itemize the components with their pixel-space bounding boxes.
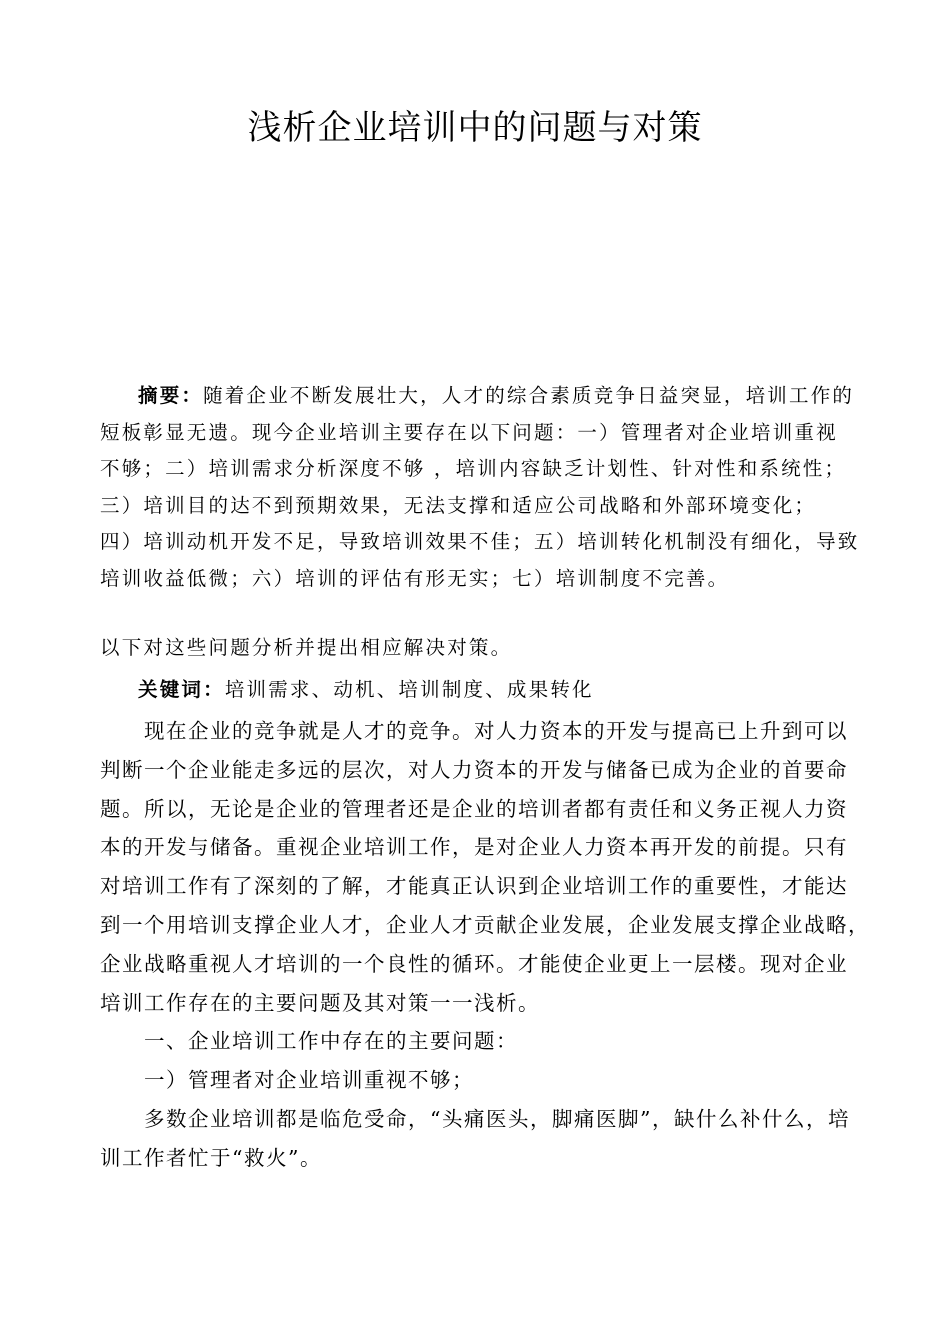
keywords-line — [138, 674, 594, 702]
body-line: 对培训工作有了深刻的了解，才能真正认识到企业培训工作的重要性，才能达 — [100, 874, 848, 899]
abstract-line: 不够；二）培训需求分析深度不够 ，培训内容缺乏计划性、针对性和系统性； — [100, 457, 847, 480]
section-heading: 一、企业培训工作中存在的主要问题： — [144, 1029, 518, 1054]
abstract-followup: 以下对这些问题分析并提出相应解决对策。 — [100, 636, 513, 659]
keywords-text: 培训需求、动机、培训制度、成果转化 — [224, 678, 594, 701]
subsection-heading: 一）管理者对企业培训重视不够； — [144, 1068, 474, 1093]
page-title: 浅析企业培训中的问题与对策 — [247, 108, 703, 148]
body-section — [100, 712, 870, 1178]
abstract-line: 四）培训动机开发不足，导致培训效果不佳；五）培训转化机制没有细化，导致 — [100, 530, 860, 553]
abstract-line: 短板彰显无遗。现今企业培训主要存在以下问题：一）管理者对企业培训重视 — [100, 420, 838, 444]
abstract-line — [100, 378, 855, 415]
body-line: 到一个用培训支撑企业人才，企业人才贡献企业发展，企业发展支撑企业战略， — [100, 912, 870, 937]
keywords-label: 关键词： — [138, 678, 225, 701]
body-line: 现在企业的竞争就是人才的竞争。对人力资本的开发与提高已上升到可以 — [144, 719, 848, 743]
body-line: 本的开发与储备。重视企业培训工作，是对企业人力资本再开发的前提。只有 — [100, 835, 848, 860]
body-line: 判断一个企业能走多远的层次，对人力资本的开发与储备已成为企业的首要命 — [100, 757, 848, 782]
abstract-text: 随着企业不断发展壮大，人才的综合素质竞争日益突显，培训工作的 — [203, 384, 855, 407]
abstract-label: 摘要： — [138, 384, 204, 407]
abstract-line: 培训收益低微；六）培训的评估有形无实；七）培训制度不完善。 — [100, 566, 730, 590]
body-line: 训工作者忙于“救火”。 — [100, 1145, 322, 1170]
body-line: 多数企业培训都是临危受命，“头痛医头，脚痛医脚”，缺什么补什么，培 — [144, 1106, 850, 1131]
body-line: 题。所以，无论是企业的管理者还是企业的培训者都有责任和义务正视人力资 — [100, 796, 848, 821]
body-line: 培训工作存在的主要问题及其对策一一浅析。 — [100, 990, 540, 1015]
abstract-line: 三）培训目的达不到预期效果，无法支撑和适应公司战略和外部环境变化； — [100, 493, 817, 517]
body-line: 企业战略重视人才培训的一个良性的循环。才能使企业更上一层楼。现对企业 — [100, 951, 848, 976]
abstract-section — [100, 378, 860, 597]
